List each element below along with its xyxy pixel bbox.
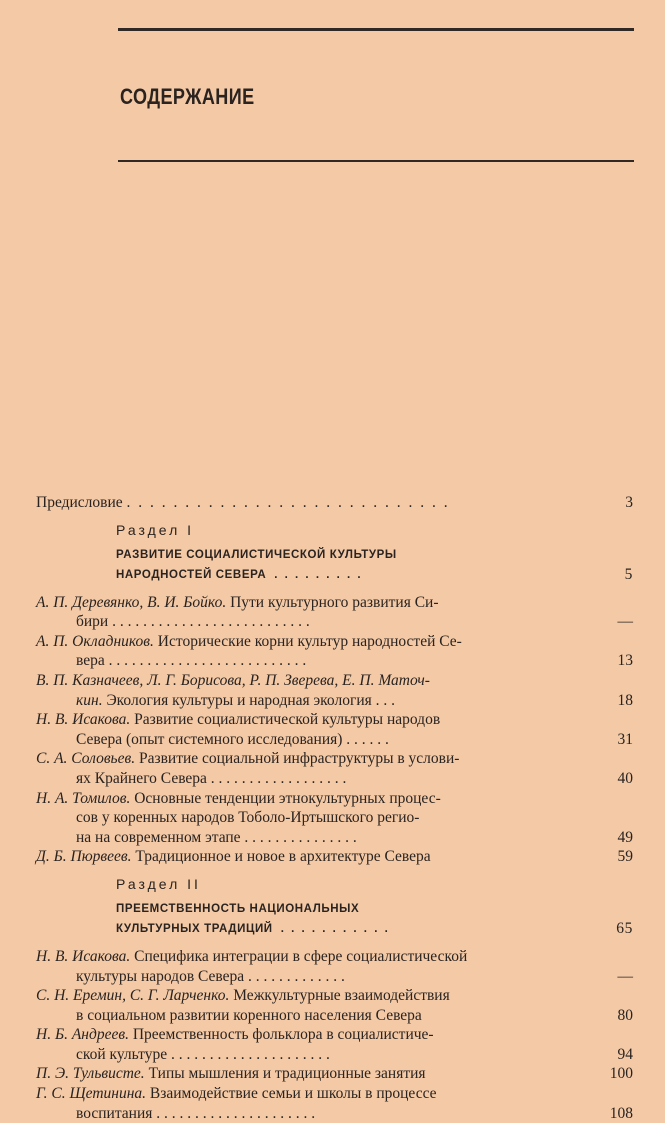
toc-entry-author: Н. Б. Андреев. [36,1026,129,1044]
toc-entry-author: Г. С. Щетинина. [36,1085,147,1103]
toc-line [0,947,665,967]
toc-entry-preface [0,493,665,513]
toc-line [0,789,665,809]
toc-page-number: 80 [617,1006,633,1024]
toc-leader-dots: . . . . . . . . . . . . . . . . . . . . . . . . . . . . [126,494,450,511]
toc-entry-title: ях Крайнего Севера . . . . . . . . . . . . . . . . . . [76,769,347,787]
toc-line [0,1025,665,1045]
toc-line [0,808,665,828]
toc-entry-title: Основные тенденции этнокультурных процес- [130,789,441,807]
toc-entry-title: Севера (опыт системного исследования) . . . . . . [76,730,389,748]
toc-entry-title: Преемственность фольклора в социалистиче- [128,1026,434,1044]
toc-page-number: 13 [617,652,633,670]
toc-line [0,691,665,711]
toc-entry [0,947,665,986]
toc-entry-author: В. П. Казначеев, Л. Г. Борисова, Р. П. Зверева, Е. П. Маточ- [36,671,430,689]
toc-line [0,651,665,671]
section-title [0,565,665,585]
toc-entry-author: кин. [76,691,103,709]
toc-page-number: — [617,967,633,985]
toc-page-number: 100 [609,1065,633,1083]
toc-entry [0,710,665,749]
spacer [0,939,665,947]
spacer [0,585,665,593]
toc-entry [0,671,665,710]
toc-entry [0,986,665,1025]
toc-entry-author: Н. А. Томилов. [36,789,131,807]
toc-entry-title: Развитие социальной инфраструктуры в услови- [135,750,460,768]
toc-entry [0,632,665,671]
toc-entry-author: П. Э. Тульвисте. [36,1065,145,1083]
toc-entry-title: в социальном развитии коренного населения Севера [76,1006,422,1024]
toc-page-number: 18 [617,691,633,709]
toc-entry [0,1084,665,1123]
toc-entry [0,1025,665,1064]
toc-entry-title: на на современном этапе . . . . . . . . . . . . . . . [76,828,357,846]
toc-entry-title: Специфика интеграции в сфере социалистической [130,947,468,965]
toc-entry-title: Межкультурные взаимодействия [229,987,450,1005]
toc-entry-title: Типы мышления и традиционные занятия [144,1065,426,1083]
toc-entry-title: Традиционное и новое в архитектуре Севера [131,848,431,866]
toc-entry-author: Н. В. Исакова. [36,711,131,729]
toc-line [0,847,665,867]
toc-entry-title: Пути культурного развития Си- [226,593,439,611]
toc-page-number: 108 [609,1104,633,1122]
toc-line [0,1064,665,1084]
toc-entry-title: Взаимодействие семьи и школы в процессе [146,1085,437,1103]
section-label: Раздел II [116,875,201,892]
toc-entry-title: Предисловие [36,494,123,511]
toc-sections [0,515,665,1123]
toc-entry-author: Д. Б. Пюрвеев. [36,848,132,866]
toc-line [0,749,665,769]
toc-leader-dots: . . . . . . . . . . . [280,922,390,935]
toc-line [0,710,665,730]
toc-leader-dots: . . . . . . . . . [274,568,363,581]
toc-entry-title: вера . . . . . . . . . . . . . . . . . . . . . . . . . . [76,652,307,670]
section-label: Раздел I [116,521,195,538]
section-title [0,899,665,919]
top-rule [118,28,634,31]
toc-entry [0,789,665,848]
section-title [0,919,665,939]
toc-line [0,1104,665,1123]
section-title-text: КУЛЬТУРНЫХ ТРАДИЦИЙ [116,922,273,935]
toc-page-number: 40 [617,769,633,787]
toc-entry-author: С. Н. Еремин, С. Г. Ларченко. [36,987,230,1005]
toc-page-number: 31 [617,730,633,748]
page-heading: СОДЕРЖАНИЕ [120,84,255,109]
toc-entry-title: Исторические корни культур народностей Се- [153,632,462,650]
toc-line [0,493,665,513]
toc-entry-title: бири . . . . . . . . . . . . . . . . . . . . . . . . . . [76,613,310,631]
toc-line [0,986,665,1006]
toc-entry-title: культуры народов Севера . . . . . . . . . . . . . [76,967,345,985]
toc-entry-title: Развитие социалистической культуры народов [130,711,441,729]
toc-entry-title: воспитания . . . . . . . . . . . . . . . . . . . . . [76,1104,316,1122]
toc-line [0,1084,665,1104]
toc-line [0,632,665,652]
toc-entry-author: Н. В. Исакова. [36,947,131,965]
toc-entry-author: С. А. Соловьев. [36,750,136,768]
toc-page-number: 94 [617,1045,633,1063]
heading-rule [118,160,634,162]
section-title-text: ПРЕЕМСТВЕННОСТЬ НАЦИОНАЛЬНЫХ [116,902,360,915]
toc-entry-title: ской культуре . . . . . . . . . . . . . . . . . . . . . [76,1045,330,1063]
toc-line [0,1045,665,1065]
toc-page-number: 65 [616,919,633,937]
toc-entry-author: А. П. Окладников. [36,632,154,650]
toc-line [0,612,665,632]
toc-entry [0,847,665,867]
toc-entry [0,1064,665,1084]
toc-entry-title: сов у коренных народов Тоболо-Иртышского регио- [76,809,420,827]
toc-line [0,828,665,848]
toc-entry [0,749,665,788]
toc-entry-author: А. П. Деревянко, В. И. Бойко. [36,593,227,611]
toc-line [0,1006,665,1026]
toc-page-number: 3 [625,494,633,511]
toc-page-number: 49 [617,828,633,846]
toc-line [0,593,665,613]
table-of-contents [0,493,665,1123]
section-title-text: РАЗВИТИЕ СОЦИАЛИСТИЧЕСКОЙ КУЛЬТУРЫ [116,548,397,561]
toc-line [0,730,665,750]
toc-line [0,967,665,987]
toc-entry-title: Экология культуры и народная экология . . . [102,691,395,709]
section-title-text: НАРОДНОСТЕЙ СЕВЕРА [116,568,267,581]
toc-entry [0,593,665,632]
toc-page-number: 5 [624,565,633,583]
toc-page-number: — [617,613,633,631]
toc-line [0,671,665,691]
toc-line [0,769,665,789]
section-title [0,545,665,565]
toc-page-number: 59 [617,848,633,866]
